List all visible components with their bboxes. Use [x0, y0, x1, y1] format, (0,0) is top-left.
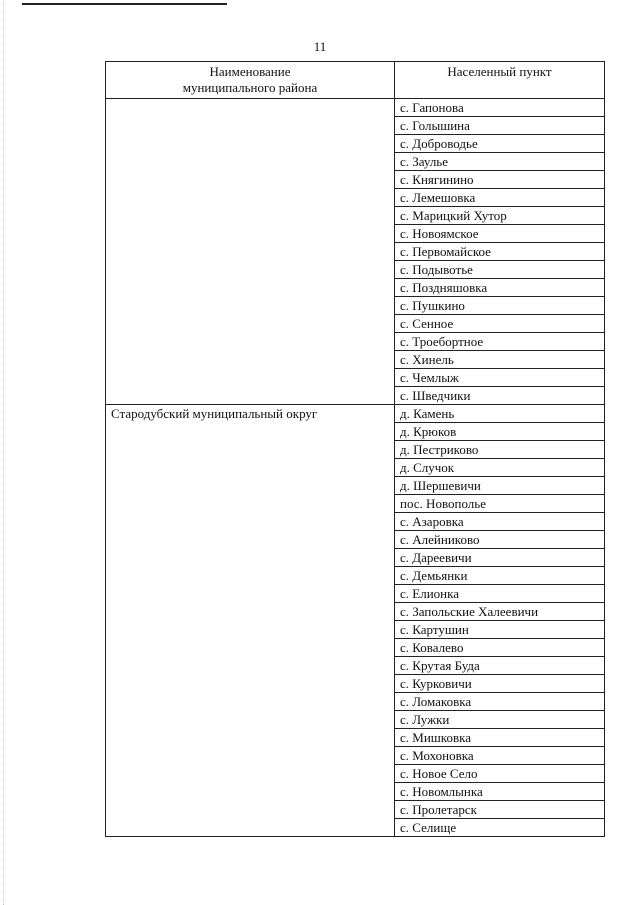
settlement-cell: д. Камень [395, 405, 605, 423]
settlement-cell: с. Марицкий Хутор [395, 207, 605, 225]
settlement-cell: с. Ковалево [395, 639, 605, 657]
settlement-cell: с. Новоямское [395, 225, 605, 243]
district-cell [106, 99, 395, 405]
settlement-cell: д. Крюков [395, 423, 605, 441]
settlement-cell: с. Пролетарск [395, 801, 605, 819]
settlement-cell: д. Шершевичи [395, 477, 605, 495]
settlement-cell: с. Крутая Буда [395, 657, 605, 675]
settlement-cell: с. Ломаковка [395, 693, 605, 711]
page-number: 11 [313, 39, 327, 54]
settlement-cell: с. Новомлынка [395, 783, 605, 801]
table-row [106, 99, 605, 117]
settlement-cell: с. Голышина [395, 117, 605, 135]
top-rule [22, 3, 227, 5]
settlement-cell: с. Лемешовка [395, 189, 605, 207]
settlement-cell: с. Новое Село [395, 765, 605, 783]
settlement-cell: с. Елионка [395, 585, 605, 603]
settlement-cell: с. Заулье [395, 153, 605, 171]
settlement-cell: с. Сенное [395, 315, 605, 333]
settlement-cell: с. Подывотье [395, 261, 605, 279]
settlement-cell: д. Случок [395, 459, 605, 477]
settlement-cell: с. Лужки [395, 711, 605, 729]
table-row [106, 405, 605, 423]
table-body [106, 99, 605, 837]
settlement-cell: с. Чемлыж [395, 369, 605, 387]
settlements-table [105, 61, 605, 837]
settlement-cell: с. Троебортное [395, 333, 605, 351]
header-settlement: Населенный пункт [395, 62, 605, 99]
district-cell: Стародубский муниципальный округ [106, 405, 395, 837]
settlement-cell: с. Мишковка [395, 729, 605, 747]
settlement-cell: с. Хинель [395, 351, 605, 369]
settlement-cell: с. Дареевичи [395, 549, 605, 567]
settlement-cell: с. Демьянки [395, 567, 605, 585]
settlement-cell: с. Запольские Халеевичи [395, 603, 605, 621]
settlement-cell: с. Первомайское [395, 243, 605, 261]
settlement-cell: с. Селище [395, 819, 605, 837]
settlement-cell: с. Картушин [395, 621, 605, 639]
settlement-cell: с. Курковичи [395, 675, 605, 693]
header-district-line1: Наименование [209, 64, 291, 79]
settlement-cell: д. Пестриково [395, 441, 605, 459]
table-header-row [106, 62, 605, 99]
margin-scan-marks [3, 0, 10, 905]
settlement-cell: с. Княгинино [395, 171, 605, 189]
header-district [106, 62, 395, 99]
settlement-cell: с. Пушкино [395, 297, 605, 315]
header-district-line2: муниципального района [182, 80, 318, 95]
settlement-cell: с. Гапонова [395, 99, 605, 117]
settlement-cell: с. Поздняшовка [395, 279, 605, 297]
settlement-cell: с. Алейниково [395, 531, 605, 549]
settlement-cell: с. Азаровка [395, 513, 605, 531]
settlement-cell: с. Доброводье [395, 135, 605, 153]
settlement-cell: с. Шведчики [395, 387, 605, 405]
settlement-cell: с. Мохоновка [395, 747, 605, 765]
settlement-cell: пос. Новополье [395, 495, 605, 513]
